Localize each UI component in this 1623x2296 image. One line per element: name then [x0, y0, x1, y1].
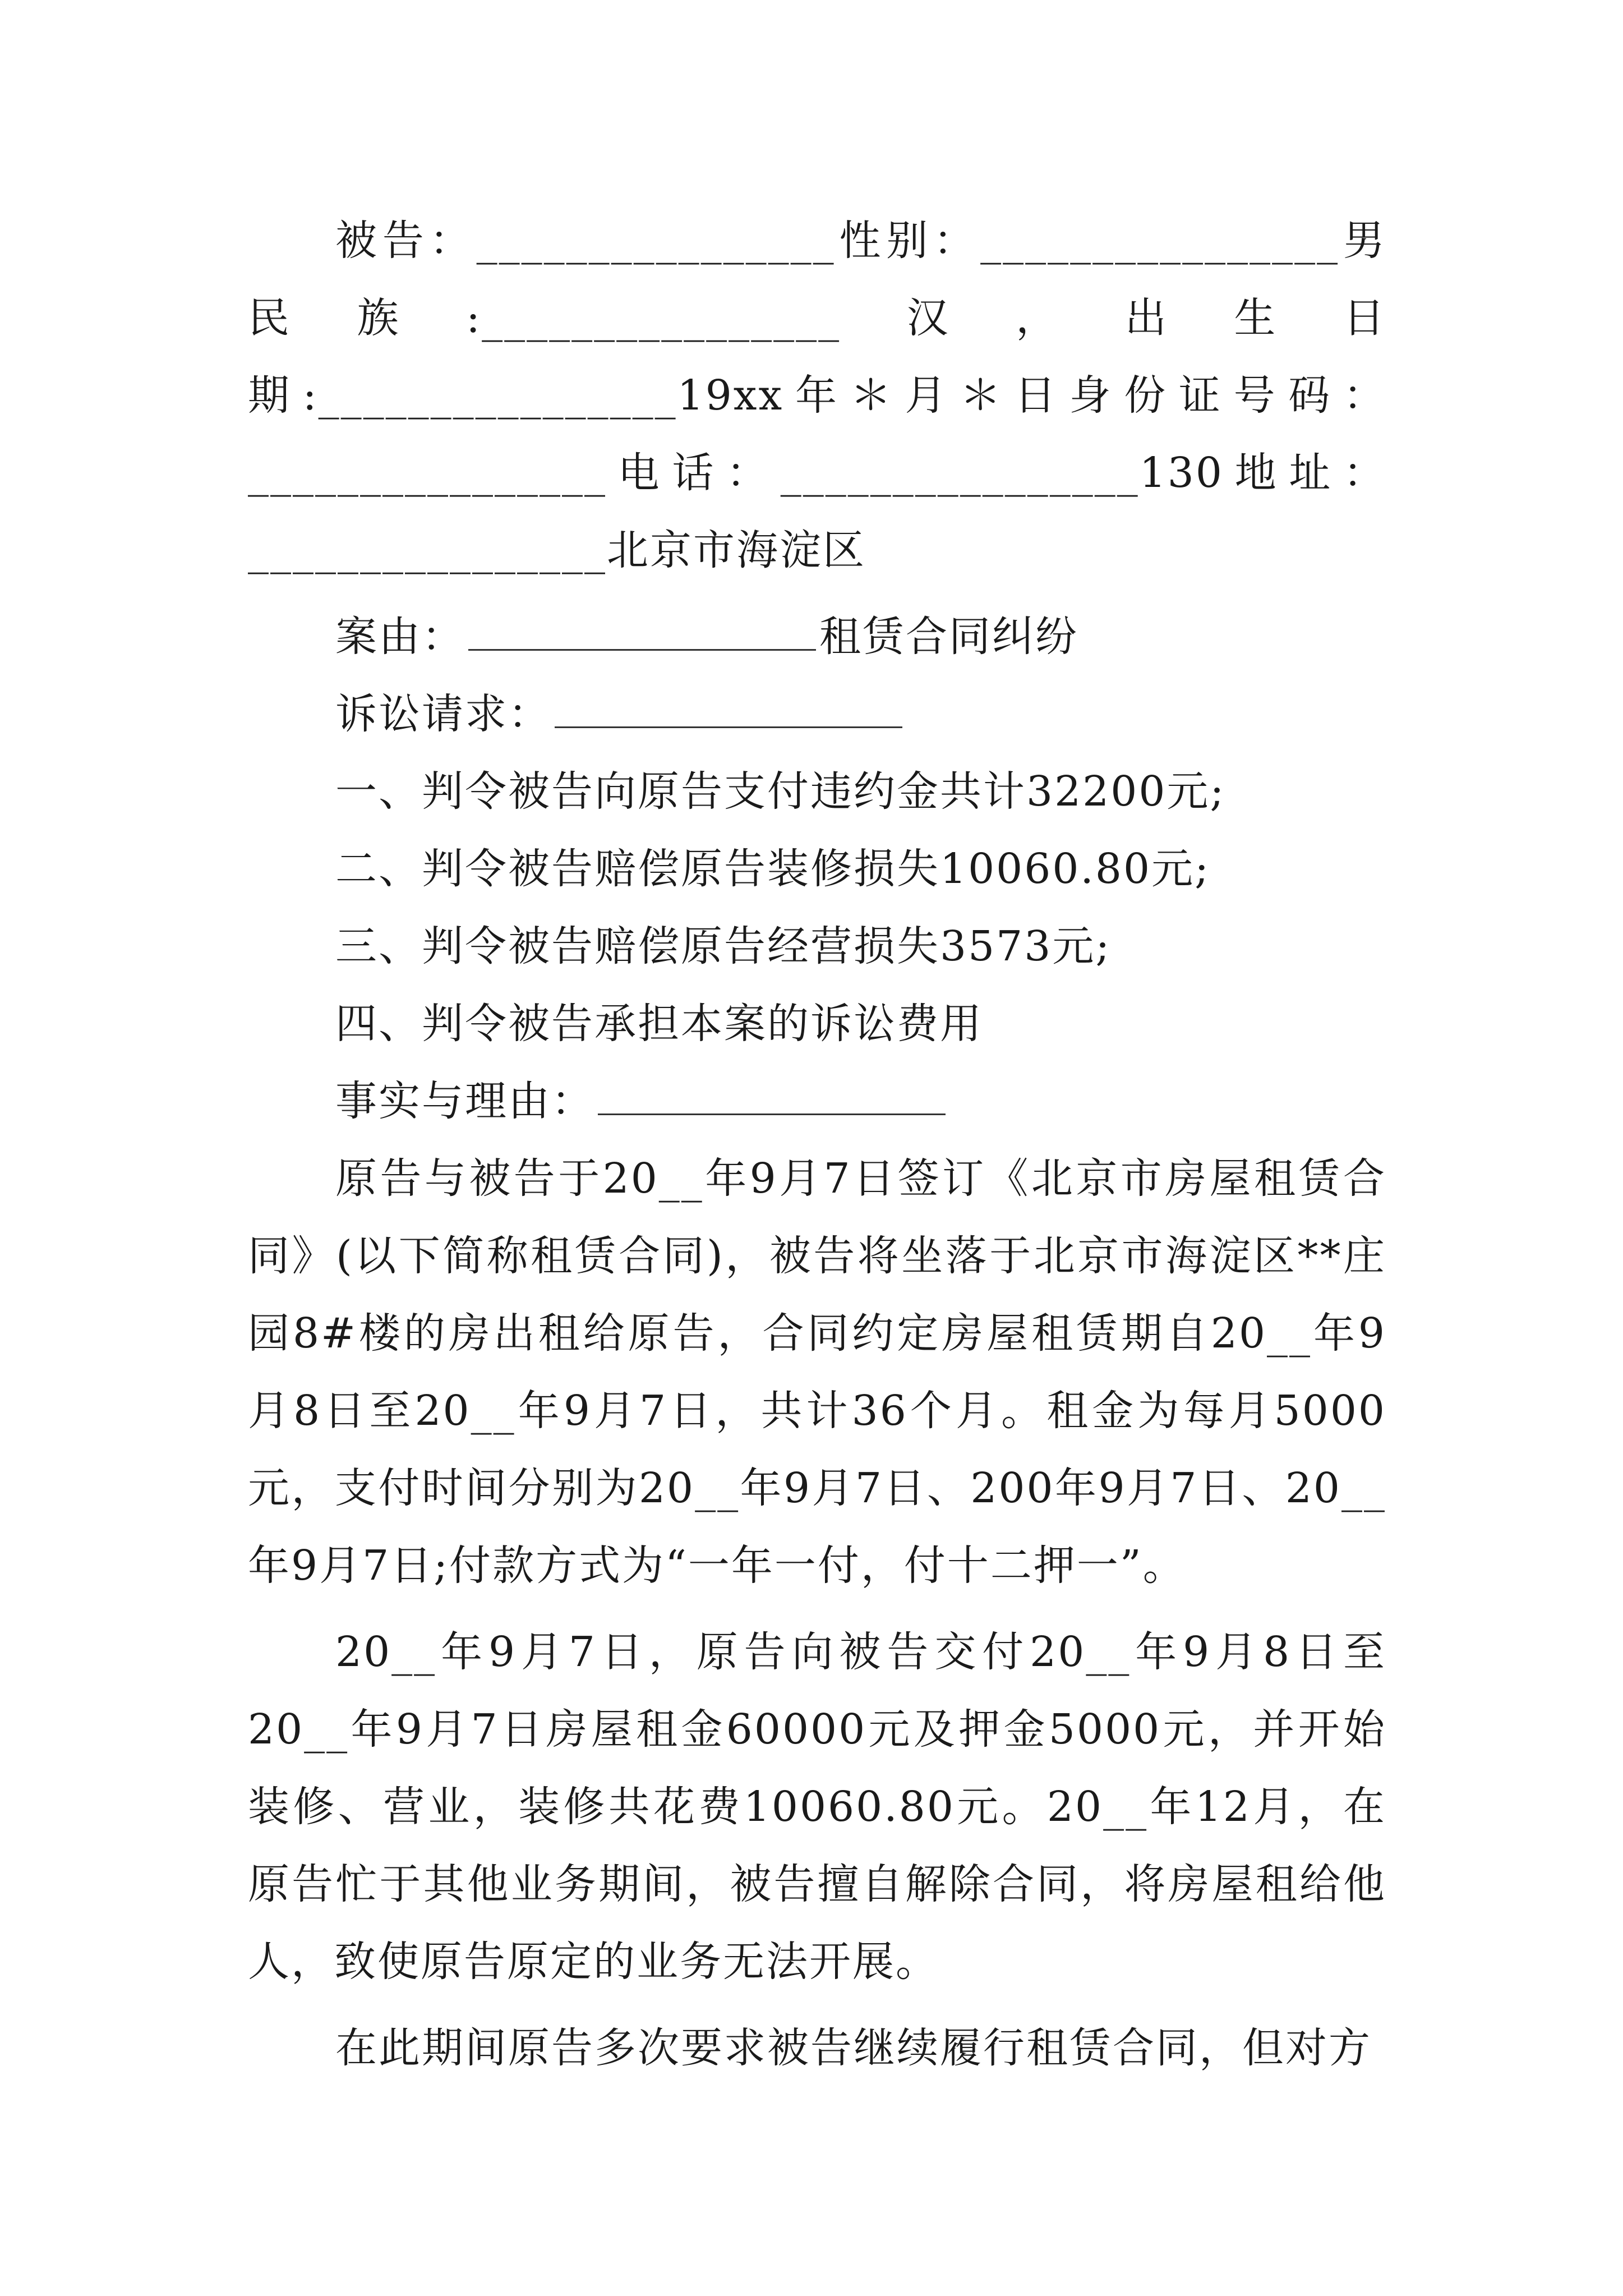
blank-line — [555, 693, 902, 728]
claim-item-3: 三、判令被告赔偿原告经营损失3573元; — [335, 922, 1112, 970]
case-cause-label: 案由： — [335, 613, 465, 661]
defendant-info-text: 被告：________________性别：________________男民族:________________汉，出生日期:________________19xx年＊月＊日身份证号码：________________电话：________________130地址：________________北京市海淀区 — [248, 217, 1386, 574]
facts-label: 事实与理由： — [335, 1077, 594, 1125]
facts-heading-line — [248, 1062, 1386, 1140]
facts-paragraph-2: 20__年9月7日，原告向被告交付20__年9月8日至20__年9月7日房屋租金60000元及押金5000元，并开始装修、营业，装修共花费10060.80元。20__年12月，在原告忙于其他业务期间，被告擅自解除合同，将房屋租给他人，致使原告原定的业务无法开展。 — [248, 1628, 1386, 1986]
claim-item-2: 二、判令被告赔偿原告装修损失10060.80元; — [335, 845, 1211, 893]
document-body — [248, 202, 1386, 2087]
blank-line — [598, 1080, 946, 1115]
facts-paragraph-1: 原告与被告于20__年9月7日签订《北京市房屋租赁合同》(以下简称租赁合同)，被告将坐落于北京市海淀区**庄园8#楼的房出租给原告，合同约定房屋租赁期自20__年9月8日至20__年9月7日，共计36个月。租金为每月5000元，支付时间分别为20__年9月7日、200年9月7日、20__年9月7日;付款方式为“一年一付，付十二押一”。 — [248, 1154, 1386, 1590]
claim-item-4: 四、判令被告承担本案的诉讼费用 — [335, 1000, 983, 1048]
facts-paragraph-3: 在此期间原告多次要求被告继续履行租赁合同，但对方 — [335, 2024, 1372, 2072]
claims-label: 诉讼请求： — [335, 690, 551, 738]
case-cause-line — [248, 598, 1386, 675]
claim-item-1: 一、判令被告向原告支付违约金共计32200元; — [335, 767, 1226, 816]
claims-heading-line — [248, 675, 1386, 753]
defendant-info-paragraph — [248, 202, 1386, 589]
blank-line — [468, 615, 816, 651]
case-cause-value: 租赁合同纠纷 — [819, 613, 1078, 661]
